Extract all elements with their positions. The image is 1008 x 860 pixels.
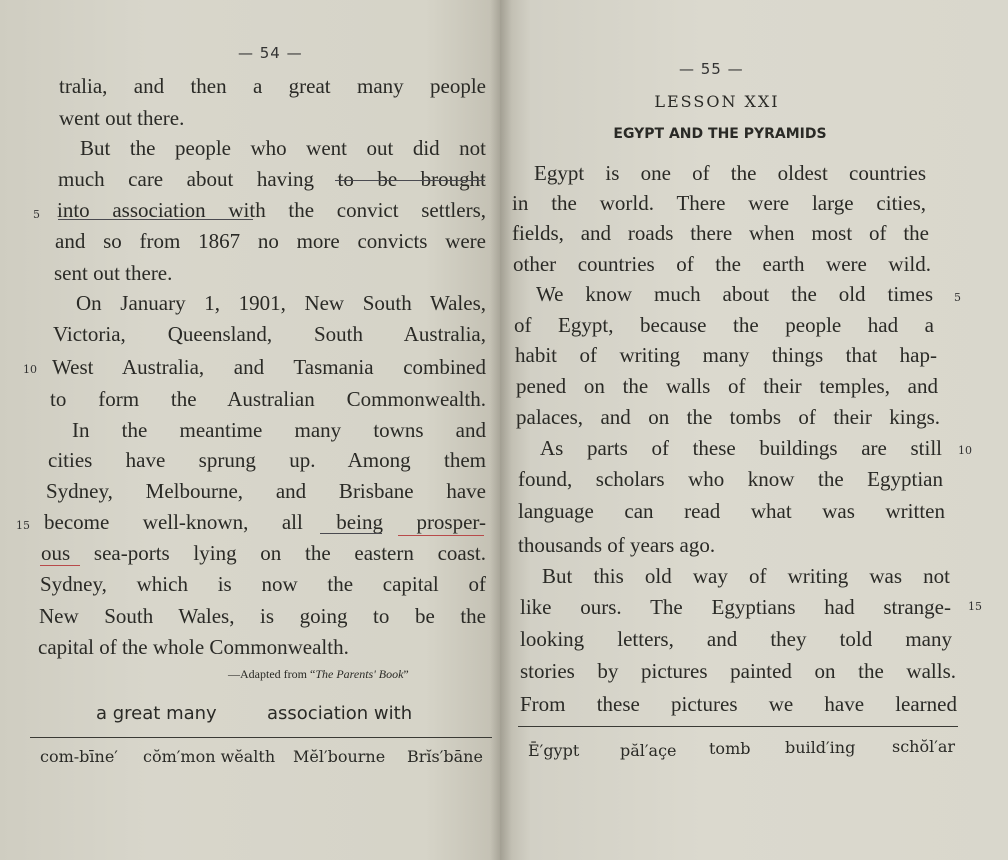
left-page bbox=[0, 0, 500, 860]
text-line: ous sea-ports lying on the eastern coast. bbox=[41, 541, 486, 565]
text-line: Sydney, which is now the capital of bbox=[40, 572, 486, 596]
lesson-heading: LESSON XXI bbox=[654, 92, 780, 111]
text-line: We know much about the old times bbox=[536, 282, 933, 306]
line-number: 15 bbox=[968, 600, 982, 613]
page-number-right: — 55 — bbox=[679, 60, 744, 78]
vocab-word: schŏl′ar bbox=[892, 737, 956, 756]
text-line: in the world. There were large cities, bbox=[512, 191, 926, 215]
red-pencil-underline bbox=[398, 535, 484, 536]
text-line: language can read what was written bbox=[518, 499, 945, 523]
text-line: much care about having to be brought bbox=[58, 167, 486, 191]
source-citation: —Adapted from “The Parents' Book” bbox=[228, 667, 409, 681]
text-line: found, scholars who know the Egyptian bbox=[518, 467, 943, 491]
text-line: Egypt is one of the oldest countries bbox=[534, 161, 926, 185]
lesson-title: EGYPT AND THE PYRAMIDS bbox=[613, 126, 827, 142]
line-number: 5 bbox=[33, 208, 40, 221]
text-line: From these pictures we have learned bbox=[520, 692, 957, 716]
text-line: tralia, and then a great many people bbox=[59, 74, 486, 98]
text-line: become well-known, all being prosper- bbox=[44, 510, 486, 534]
text-line: But the people who went out did not bbox=[80, 136, 486, 160]
text-line: looking letters, and they told many bbox=[520, 627, 952, 651]
text-line: fields, and roads there when most of the bbox=[512, 221, 929, 245]
red-pencil-underline bbox=[40, 565, 80, 566]
phrase-a-great-many: a great many bbox=[96, 703, 217, 724]
vocab-word: build′ing bbox=[785, 738, 856, 757]
text-line: In the meantime many towns and bbox=[72, 418, 486, 442]
text-line: New South Wales, is going to be the bbox=[39, 604, 486, 628]
text-line: As parts of these buildings are still bbox=[540, 436, 942, 460]
text-line: On January 1, 1901, New South Wales, bbox=[76, 291, 486, 315]
pencil-underline bbox=[320, 533, 382, 534]
pencil-underline bbox=[58, 219, 253, 220]
vocab-word: Brĭs′bāne bbox=[407, 747, 483, 766]
text-line: But this old way of writing was not bbox=[542, 564, 950, 588]
text-line: and so from 1867 no more convicts were bbox=[55, 229, 486, 253]
text-line: sent out there. bbox=[54, 261, 173, 285]
text-line: of Egypt, because the people had a bbox=[514, 313, 934, 337]
vocab-word: Ē′gypt bbox=[528, 741, 580, 760]
text-line: went out there. bbox=[59, 106, 185, 130]
line-number: 5 bbox=[954, 291, 961, 304]
text-line: other countries of the earth were wild. bbox=[513, 252, 931, 276]
vocab-word: com-bīne′ bbox=[40, 747, 118, 766]
page-number-left: — 54 — bbox=[238, 44, 303, 62]
text-line: capital of the whole Commonwealth. bbox=[38, 635, 349, 659]
text-line: to form the Australian Commonwealth. bbox=[50, 387, 486, 411]
divider bbox=[30, 737, 492, 738]
text-line: into association with the convict settlers, bbox=[57, 198, 486, 222]
text-line: like ours. The Egyptians had strange- bbox=[520, 595, 951, 619]
divider bbox=[518, 726, 958, 727]
text-line: habit of writing many things that hap- bbox=[515, 343, 937, 367]
line-number: 10 bbox=[958, 444, 972, 457]
pencil-strikethrough bbox=[335, 180, 485, 181]
text-line: stories by pictures painted on the walls. bbox=[520, 659, 956, 683]
text-line: West Australia, and Tasmania combined bbox=[52, 355, 486, 379]
text-line: palaces, and on the tombs of their kings. bbox=[516, 405, 940, 429]
vocab-word: păl′açe bbox=[620, 741, 677, 760]
text-line: Sydney, Melbourne, and Brisbane have bbox=[46, 479, 486, 503]
text-line: Victoria, Queensland, South Australia, bbox=[53, 322, 486, 346]
text-line: cities have sprung up. Among them bbox=[48, 448, 486, 472]
line-number: 15 bbox=[16, 519, 30, 532]
phrase-association-with: association with bbox=[267, 703, 413, 724]
vocab-word: Mĕl′bourne bbox=[293, 747, 386, 766]
text-line: thousands of years ago. bbox=[518, 533, 716, 557]
text-line: pened on the walls of their temples, and bbox=[516, 374, 938, 398]
vocab-word: cŏm′mon wĕalth bbox=[143, 747, 276, 766]
book-gutter bbox=[490, 0, 512, 860]
line-number: 10 bbox=[23, 363, 37, 376]
vocab-word: tomb bbox=[709, 739, 751, 758]
